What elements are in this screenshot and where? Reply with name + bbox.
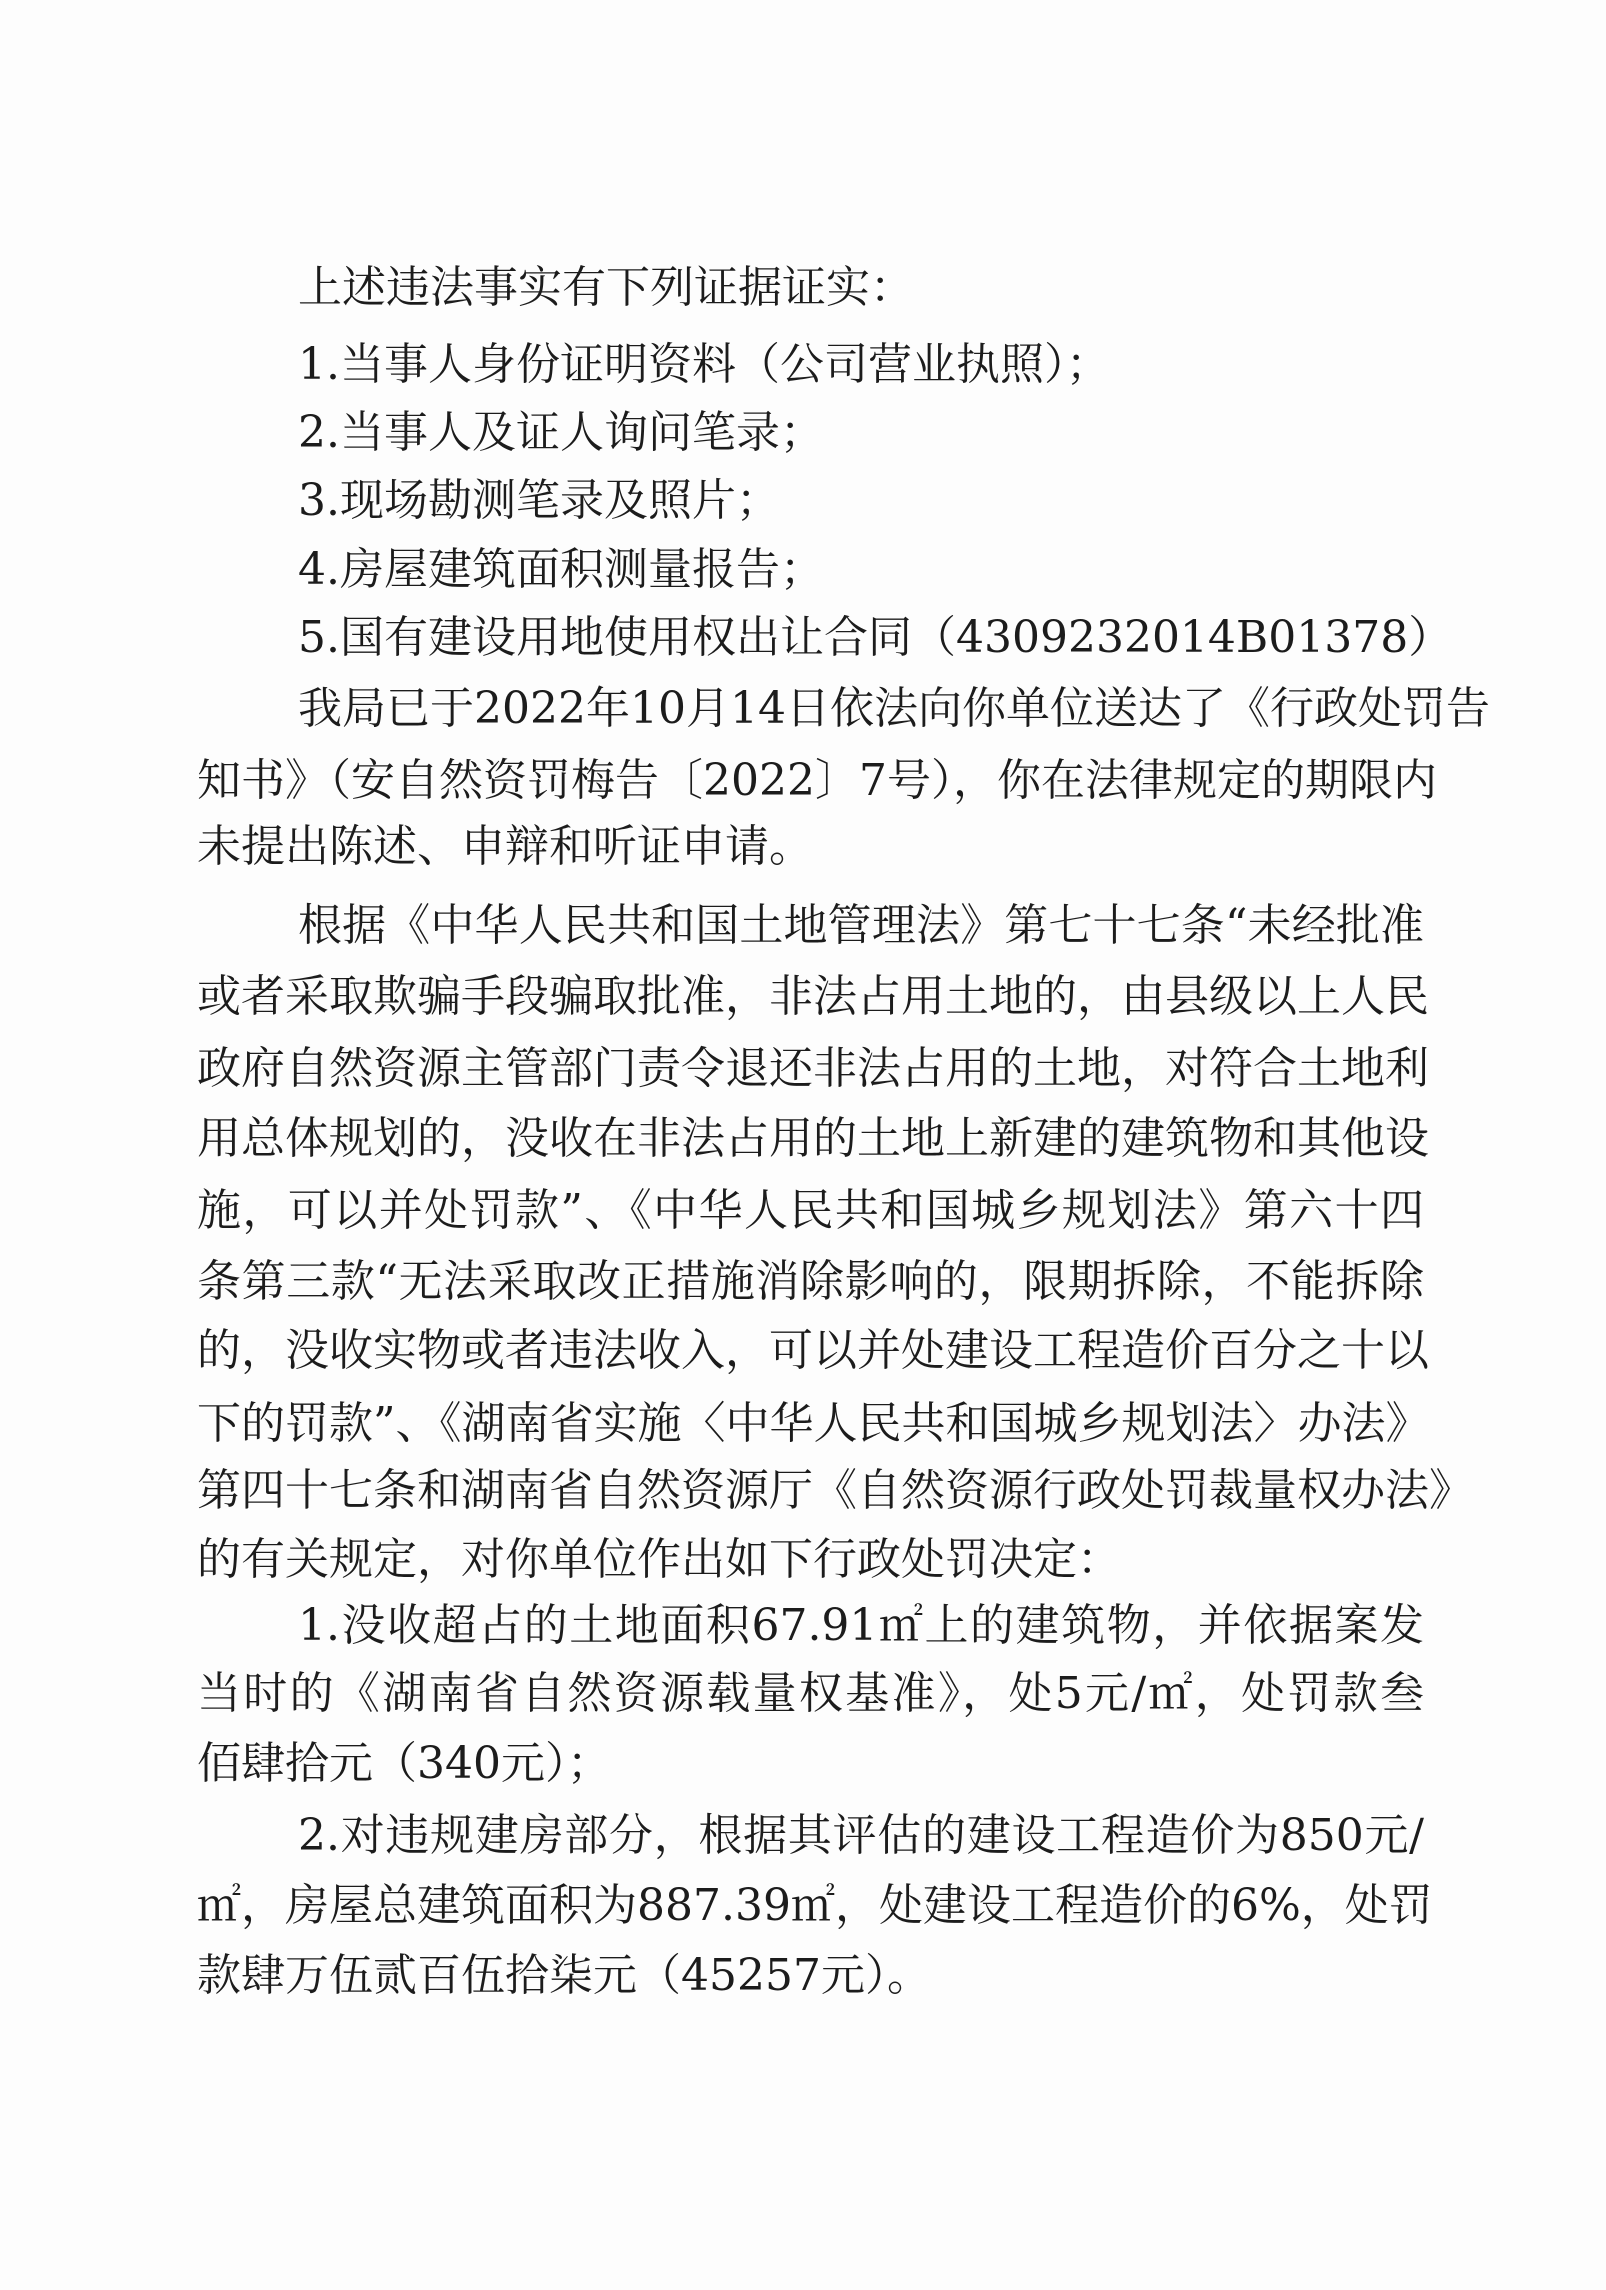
text-line: 用总体规划的，没收在非法占用的土地上新建的建筑物和其他设 <box>197 1113 1429 1164</box>
text-line: 施，可以并处罚款”、《中华人民共和国城乡规划法》第六十四 <box>197 1185 1424 1236</box>
text-line: 款肆万伍贰百伍拾柒元（45257元）。 <box>197 1950 931 2001</box>
text-line: 我局已于2022年10月14日依法向你单位送达了《行政处罚告 <box>298 683 1490 734</box>
text-line: 下的罚款”、《湖南省实施〈中华人民共和国城乡规划法〉办法》 <box>197 1398 1430 1449</box>
text-line: ㎡，房屋总建筑面积为887.39㎡，处建设工程造价的6%，处罚 <box>197 1880 1433 1931</box>
text-line: 或者采取欺骗手段骗取批准，非法占用土地的，由县级以上人民 <box>197 971 1429 1022</box>
text-line: 知书》（安自然资罚梅告〔2022〕7号），你在法律规定的期限内 <box>197 755 1437 806</box>
text-line: 的，没收实物或者违法收入，可以并处建设工程造价百分之十以 <box>197 1325 1429 1376</box>
text-line: 当时的《湖南省自然资源载量权基准》，处5元/㎡，处罚款叁 <box>197 1668 1424 1719</box>
text-line: 1.当事人身份证明资料（公司营业执照）； <box>298 339 1110 390</box>
text-line: 1.没收超占的土地面积67.91㎡上的建筑物，并依据案发 <box>298 1600 1424 1651</box>
text-line: 根据《中华人民共和国土地管理法》第七十七条“未经批准 <box>298 900 1424 951</box>
text-line: 5.国有建设用地使用权出让合同（4309232014B01378） <box>298 612 1453 663</box>
text-line: 未提出陈述、申辩和听证申请。 <box>197 821 813 872</box>
text-line: 政府自然资源主管部门责令退还非法占用的土地，对符合土地利 <box>197 1043 1429 1094</box>
text-line: 4.房屋建筑面积测量报告； <box>298 544 824 595</box>
text-line: 的有关规定，对你单位作出如下行政处罚决定： <box>197 1534 1121 1585</box>
text-line: 佰肆拾元（340元）； <box>197 1738 611 1789</box>
text-line: 3.现场勘测笔录及照片； <box>298 475 780 526</box>
text-line: 第四十七条和湖南省自然资源厅《自然资源行政处罚裁量权办法》 <box>197 1465 1473 1516</box>
text-line: 上述违法事实有下列证据证实： <box>298 262 914 313</box>
text-line: 2.对违规建房部分，根据其评估的建设工程造价为850元/ <box>298 1810 1424 1861</box>
text-line: 条第三款“无法采取改正措施消除影响的，限期拆除，不能拆除 <box>197 1256 1424 1307</box>
text-line: 2.当事人及证人询问笔录； <box>298 407 824 458</box>
